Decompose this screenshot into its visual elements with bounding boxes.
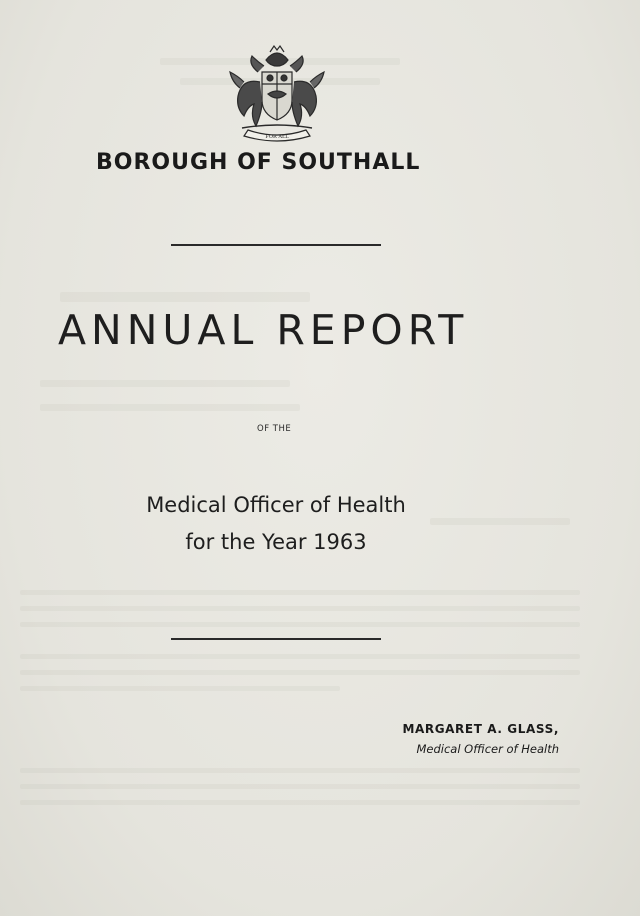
bleed-through-mark (40, 380, 290, 387)
bleed-through-mark (20, 590, 580, 595)
report-subject-line-1: Medical Officer of Health (146, 493, 406, 517)
bottom-divider (171, 638, 381, 640)
top-divider (171, 244, 381, 246)
bleed-through-mark (60, 292, 310, 302)
bleed-through-mark (20, 686, 340, 691)
bleed-through-mark (20, 784, 580, 789)
bleed-through-mark (20, 800, 580, 805)
bleed-through-mark (20, 670, 580, 675)
report-title: ANNUAL REPORT (58, 306, 469, 354)
bleed-through-mark (20, 606, 580, 611)
bleed-through-mark (40, 404, 300, 411)
bleed-through-mark (20, 768, 580, 773)
report-subject-line-2: for the Year 1963 (185, 530, 367, 554)
bleed-through-mark (20, 622, 580, 627)
bleed-through-mark (20, 654, 580, 659)
borough-coat-of-arms-icon (218, 42, 336, 144)
borough-name: BOROUGH OF SOUTHALL (96, 150, 421, 175)
title-connector: OF THE (257, 424, 292, 434)
signatory-title: Medical Officer of Health (416, 742, 559, 756)
signatory-name: MARGARET A. GLASS, (402, 722, 559, 736)
crest-motto: FOR ALL (265, 134, 289, 140)
bleed-through-mark (430, 518, 570, 525)
